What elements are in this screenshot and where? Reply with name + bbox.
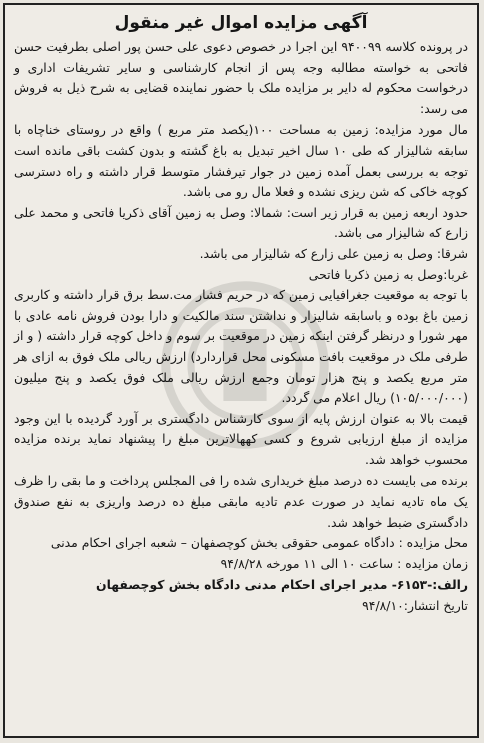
property-description: مال مورد مزایده: زمین به مساحت ۱۰۰(یکصد متر مربع ) واقع در روستای خناچاه با سابقه شالیزار که طی ۱۰ سال اخیر تبدیل به باغ گشته و بدون کشت باقی مانده است توجه به بررسی بعمل آمده زمین در جوار تیرفشار متوسط قرار داشته و راه دسترسی کوچه خاکی که شن ریزی نشده و فعلا مال رو می باشد.	[14, 122, 469, 200]
payment-terms: برنده می بایست ده درصد مبلغ خریداری شده را فی المجلس پرداخت و ما بقی را ظرف یک ماه تادیه نماید در صورت عدم تادیه مابقی مبلغ ده درصد واریزی به نفع صندوق دادگستری ضبط خواهد شد.	[14, 473, 468, 530]
valuation-text: با توجه به موقعیت جغرافیایی زمین که در حریم فشار مت.سط برق قرار داشته و کاربری زمین باغ بوده و باسابقه شالیزار و نداشتن سند مالکیت و دارا بودن فروش نامه عادی با مهر شورا و درنظر گرفتن اینکه زمین در موقعیت بر سوم و داخل کوچه قرار داشته ( و از طرفی ملک در موقعیت بافت مسکونی محل قراردارد) ارزش ریالی ملک فوق به ازای هر متر مربع یکصد و پنج هزار تومان وجمع ارزش ریالی ملک فوق یکصد و پنج میلیون (۱۰۵/۰۰۰/۰۰۰) ریال اعلام می گردد.	[14, 287, 468, 406]
publish-date: تاریخ انتشار:۹۴/۸/۱۰	[362, 598, 468, 614]
auction-time: زمان مزایده : ساعت ۱۰ الی ۱۱ مورخه ۹۴/۸/۲۸	[220, 555, 468, 571]
boundaries-west: غربا:وصل به زمین ذکریا فاتحی	[308, 266, 468, 282]
auction-venue: محل مزایده : دادگاه عمومی حقوقی بخش کوچصفهان – شعبه اجرای احکام مدنی	[50, 535, 468, 551]
legal-notice	[3, 3, 479, 738]
boundaries-east: شرقا: وصل به زمین علی زارع که شالیزار می باشد.	[199, 245, 468, 261]
notice-intro: در پرونده کلاسه ۹۴۰۰۹۹ این اجرا در خصوص دعوی علی حسن پور اصلی بطرفیت حسن فاتحی به خواسته مطالبه وجه پس از انجام کارشناسی و سایر تشریفات اداری و درخواست محکوم له دایر بر مزایده ملک با حضور نماینده قضایی به شرح ذیل به فروش می رسد:	[14, 39, 468, 116]
boundaries-north: حدود اربعه زمین به قرار زیر است: شمالا: وصل به زمین آقای ذکریا فاتحی و محمد علی زارع که شالیزار می باشد.	[14, 204, 468, 241]
notice-title: آگهی مزایده اموال غیر منقول	[114, 13, 368, 33]
signature-line: رالف:-۶۱۵۳- مدیر اجرای احکام مدنی دادگاه بخش کوچصفهان	[96, 577, 468, 593]
starting-price-text: قیمت بالا به عنوان ارزش پایه از سوی کارشناس دادگستری بر آورد گردیده با این وجود مزایده از مبلغ ارزیابی شروع و کسی کههالاترین مبلغ را پیشنهاد نماید برنده مزایده محسوب خواهد شد.	[14, 410, 468, 467]
